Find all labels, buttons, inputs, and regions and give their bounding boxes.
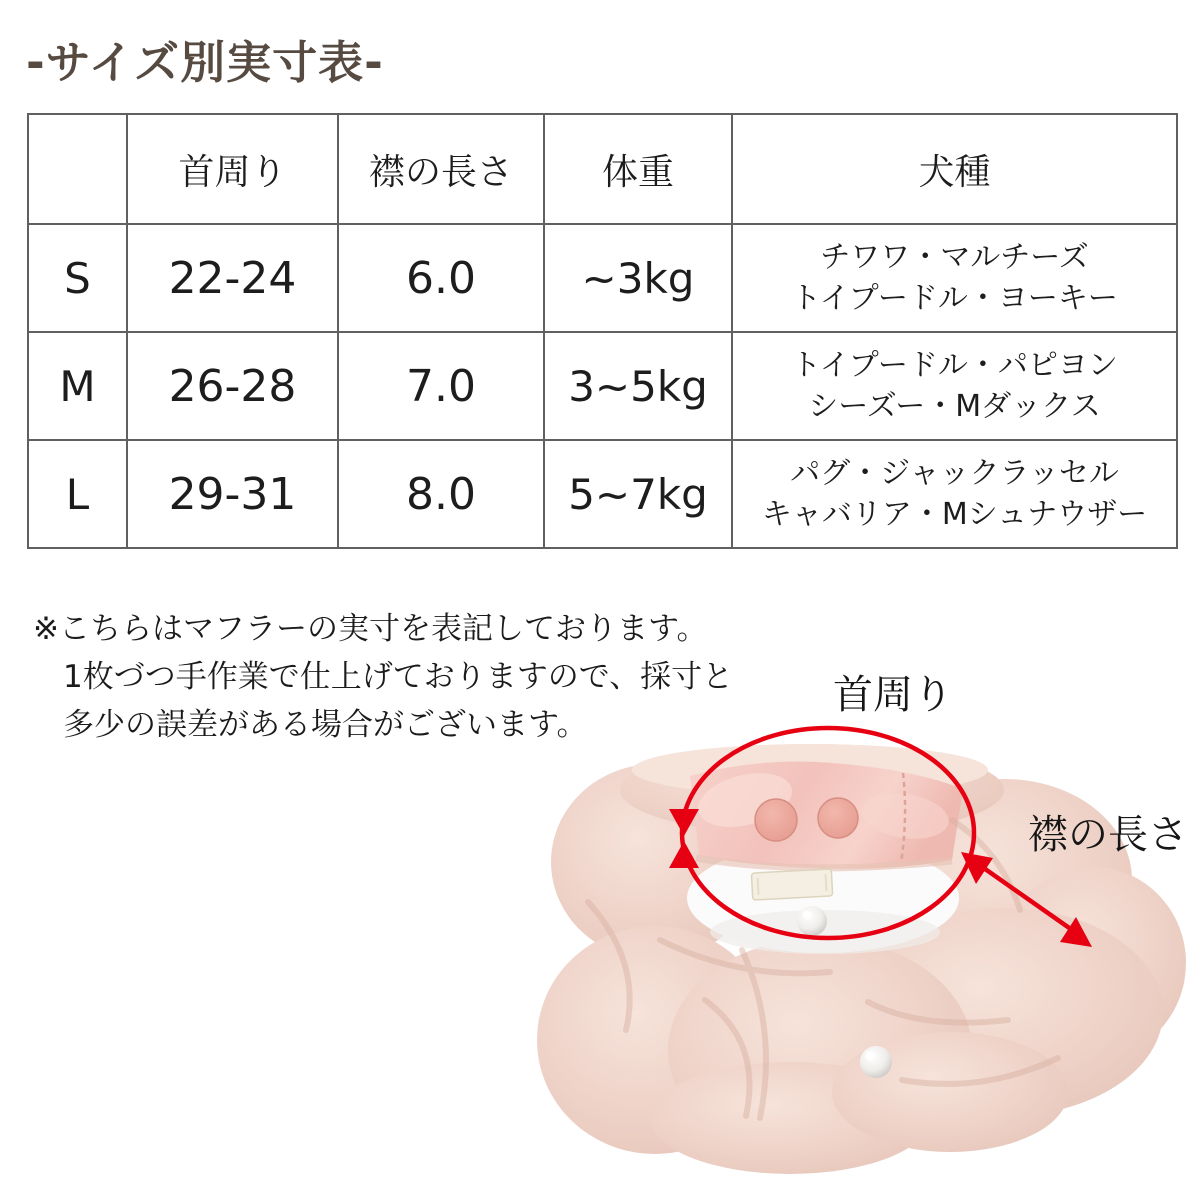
collar-length-label: 襟の長さ [1028,812,1188,858]
breed-line: トイプードル・ヨーキー [791,281,1118,316]
weight-value-l: 5~7kg [544,440,732,548]
breed-line: シーズー・Mダックス [808,389,1101,424]
product-photo [530,645,1200,1200]
neck-value-m: 26-28 [127,332,338,440]
neck-value-l: 29-31 [127,440,338,548]
header-collar-length: 襟の長さ [338,114,544,224]
size-chart-table [27,113,1178,549]
header-empty [28,114,127,224]
header-breed: 犬種 [732,114,1177,224]
page-title: -サイズ別実寸表- [26,36,384,89]
breed-value-m [732,332,1177,440]
header-row [28,114,1177,224]
snap-button-right [818,798,858,838]
table-row-m [28,332,1177,440]
size-label-l: L [28,440,127,548]
brand-tag [751,869,832,900]
pearl-button-top [797,906,827,936]
weight-value-s: ~3kg [544,224,732,332]
snap-button-left [755,799,797,841]
breed-value-s [732,224,1177,332]
collar-value-l: 8.0 [338,440,544,548]
collar-value-s: 6.0 [338,224,544,332]
breed-line: キャバリア・Mシュナウザー [761,497,1148,532]
muffler-illustration [530,645,1200,1200]
note-line-3: 多少の誤差がある場合がございます。 [63,707,588,743]
note-line-1: ※こちらはマフラーの実寸を表記しております。 [33,611,708,647]
table-row-l [28,440,1177,548]
collar-value-m: 7.0 [338,332,544,440]
size-label-s: S [28,224,127,332]
breed-line: トイプードル・パピヨン [791,348,1118,383]
header-neck: 首周り [127,114,338,224]
breed-value-l [732,440,1177,548]
note-line-2: 1枚づつ手作業で仕上げておりますので、採寸と [63,659,734,695]
weight-value-m: 3~5kg [544,332,732,440]
table-row-s [28,224,1177,332]
header-weight: 体重 [544,114,732,224]
neck-value-s: 22-24 [127,224,338,332]
breed-line: パグ・ジャックラッセル [790,456,1119,491]
size-label-m: M [28,332,127,440]
neck-circumference-label: 首周り [833,672,953,718]
breed-line: チワワ・マルチーズ [820,240,1089,275]
pearl-button-bow [860,1046,892,1078]
